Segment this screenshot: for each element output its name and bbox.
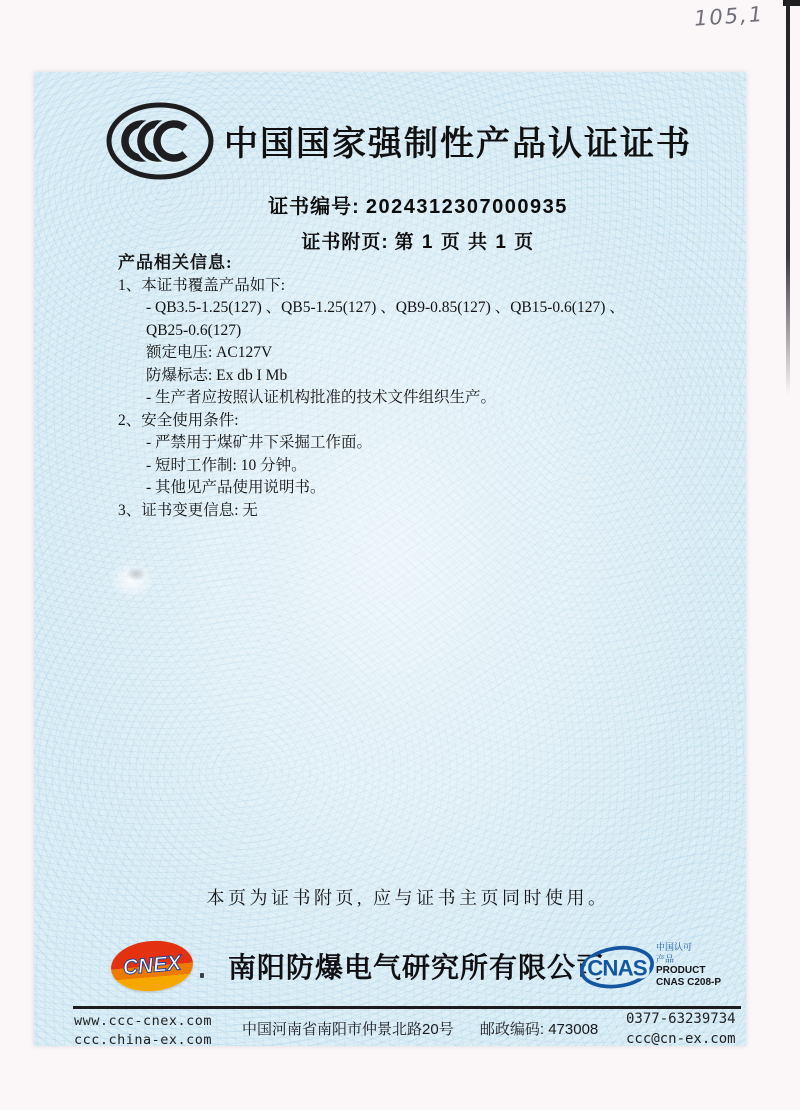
cnex-logo xyxy=(109,938,195,995)
footer-websites xyxy=(74,1012,212,1050)
ink-dot-artifact xyxy=(200,973,204,978)
scan-edge-artifact xyxy=(786,0,790,395)
handwritten-page-number: 105,1 xyxy=(693,1,765,31)
address-text: 中国河南省南阳市仲景北路20号 xyxy=(242,1021,454,1038)
cnas-side-line: CNAS C208-P xyxy=(656,977,722,988)
postal-code: 邮政编码: 473008 xyxy=(479,1021,599,1038)
certificate-pages-line xyxy=(118,227,718,254)
footer-phone-email xyxy=(626,1009,736,1049)
info-line: - 短时工作制: 10 分钟。 xyxy=(146,456,307,474)
attachment-note: 本页为证书附页, 应与证书主页同时使用。 xyxy=(206,888,610,908)
phone-number: 0377-63239734 xyxy=(626,1011,736,1027)
cnas-side-line: 产品 xyxy=(656,954,675,964)
info-line: - QB3.5-1.25(127) 、QB5-1.25(127) 、QB9-0.85(127) 、QB15-0.6(127) 、 xyxy=(146,299,625,316)
footer-address xyxy=(242,1018,598,1039)
certificate-number-label: 证书编号: xyxy=(268,196,360,218)
info-line: - 其他见产品使用说明书。 xyxy=(146,479,326,496)
certificate-number-line xyxy=(118,190,718,219)
website-1: www.ccc-cnex.com xyxy=(74,1013,213,1029)
info-line: 防爆标志: Ex db I Mb xyxy=(146,366,288,384)
product-info-lines xyxy=(118,252,728,522)
info-line: 3、证书变更信息: 无 xyxy=(118,501,258,519)
info-line: 产品相关信息: xyxy=(118,253,233,272)
issuer-company-name: 南阳防爆电气研究所有限公司 xyxy=(228,952,606,983)
info-line: 2、安全使用条件: xyxy=(118,411,239,429)
info-line: QB25-0.6(127) xyxy=(146,321,242,339)
ccc-certification-icon xyxy=(104,100,216,187)
page-title: 中国国家强制性产品认证证书 xyxy=(224,125,692,163)
info-line: - 生产者应按照认证机构批准的技术文件组织生产。 xyxy=(146,389,497,406)
certificate-number-value: 2024312307000935 xyxy=(365,196,568,218)
certificate-pages-label: 证书附页: xyxy=(301,232,389,253)
certificate-meta xyxy=(118,190,718,254)
cnas-side-text xyxy=(656,941,721,989)
svg-text:CNAS: CNAS xyxy=(587,955,647,981)
cnas-side-line: 中国认可 xyxy=(656,942,693,952)
scan-smudge xyxy=(94,552,164,612)
cnex-logo-text: CNEX xyxy=(121,951,183,980)
cnas-side-line: PRODUCT xyxy=(656,965,706,976)
info-line: 额定电压: AC127V xyxy=(146,344,273,361)
info-line: - 严禁用于煤矿井下采掘工作面。 xyxy=(146,434,373,451)
certificate-pages-value: 第 1 页 共 1 页 xyxy=(394,232,535,253)
website-2: ccc.china-ex.com xyxy=(74,1032,213,1048)
certificate-page xyxy=(34,72,746,1046)
cnas-accreditation-icon xyxy=(580,940,654,1001)
info-line: 1、本证书覆盖产品如下: xyxy=(118,276,286,294)
email-address: ccc@cn-ex.com xyxy=(626,1031,736,1047)
